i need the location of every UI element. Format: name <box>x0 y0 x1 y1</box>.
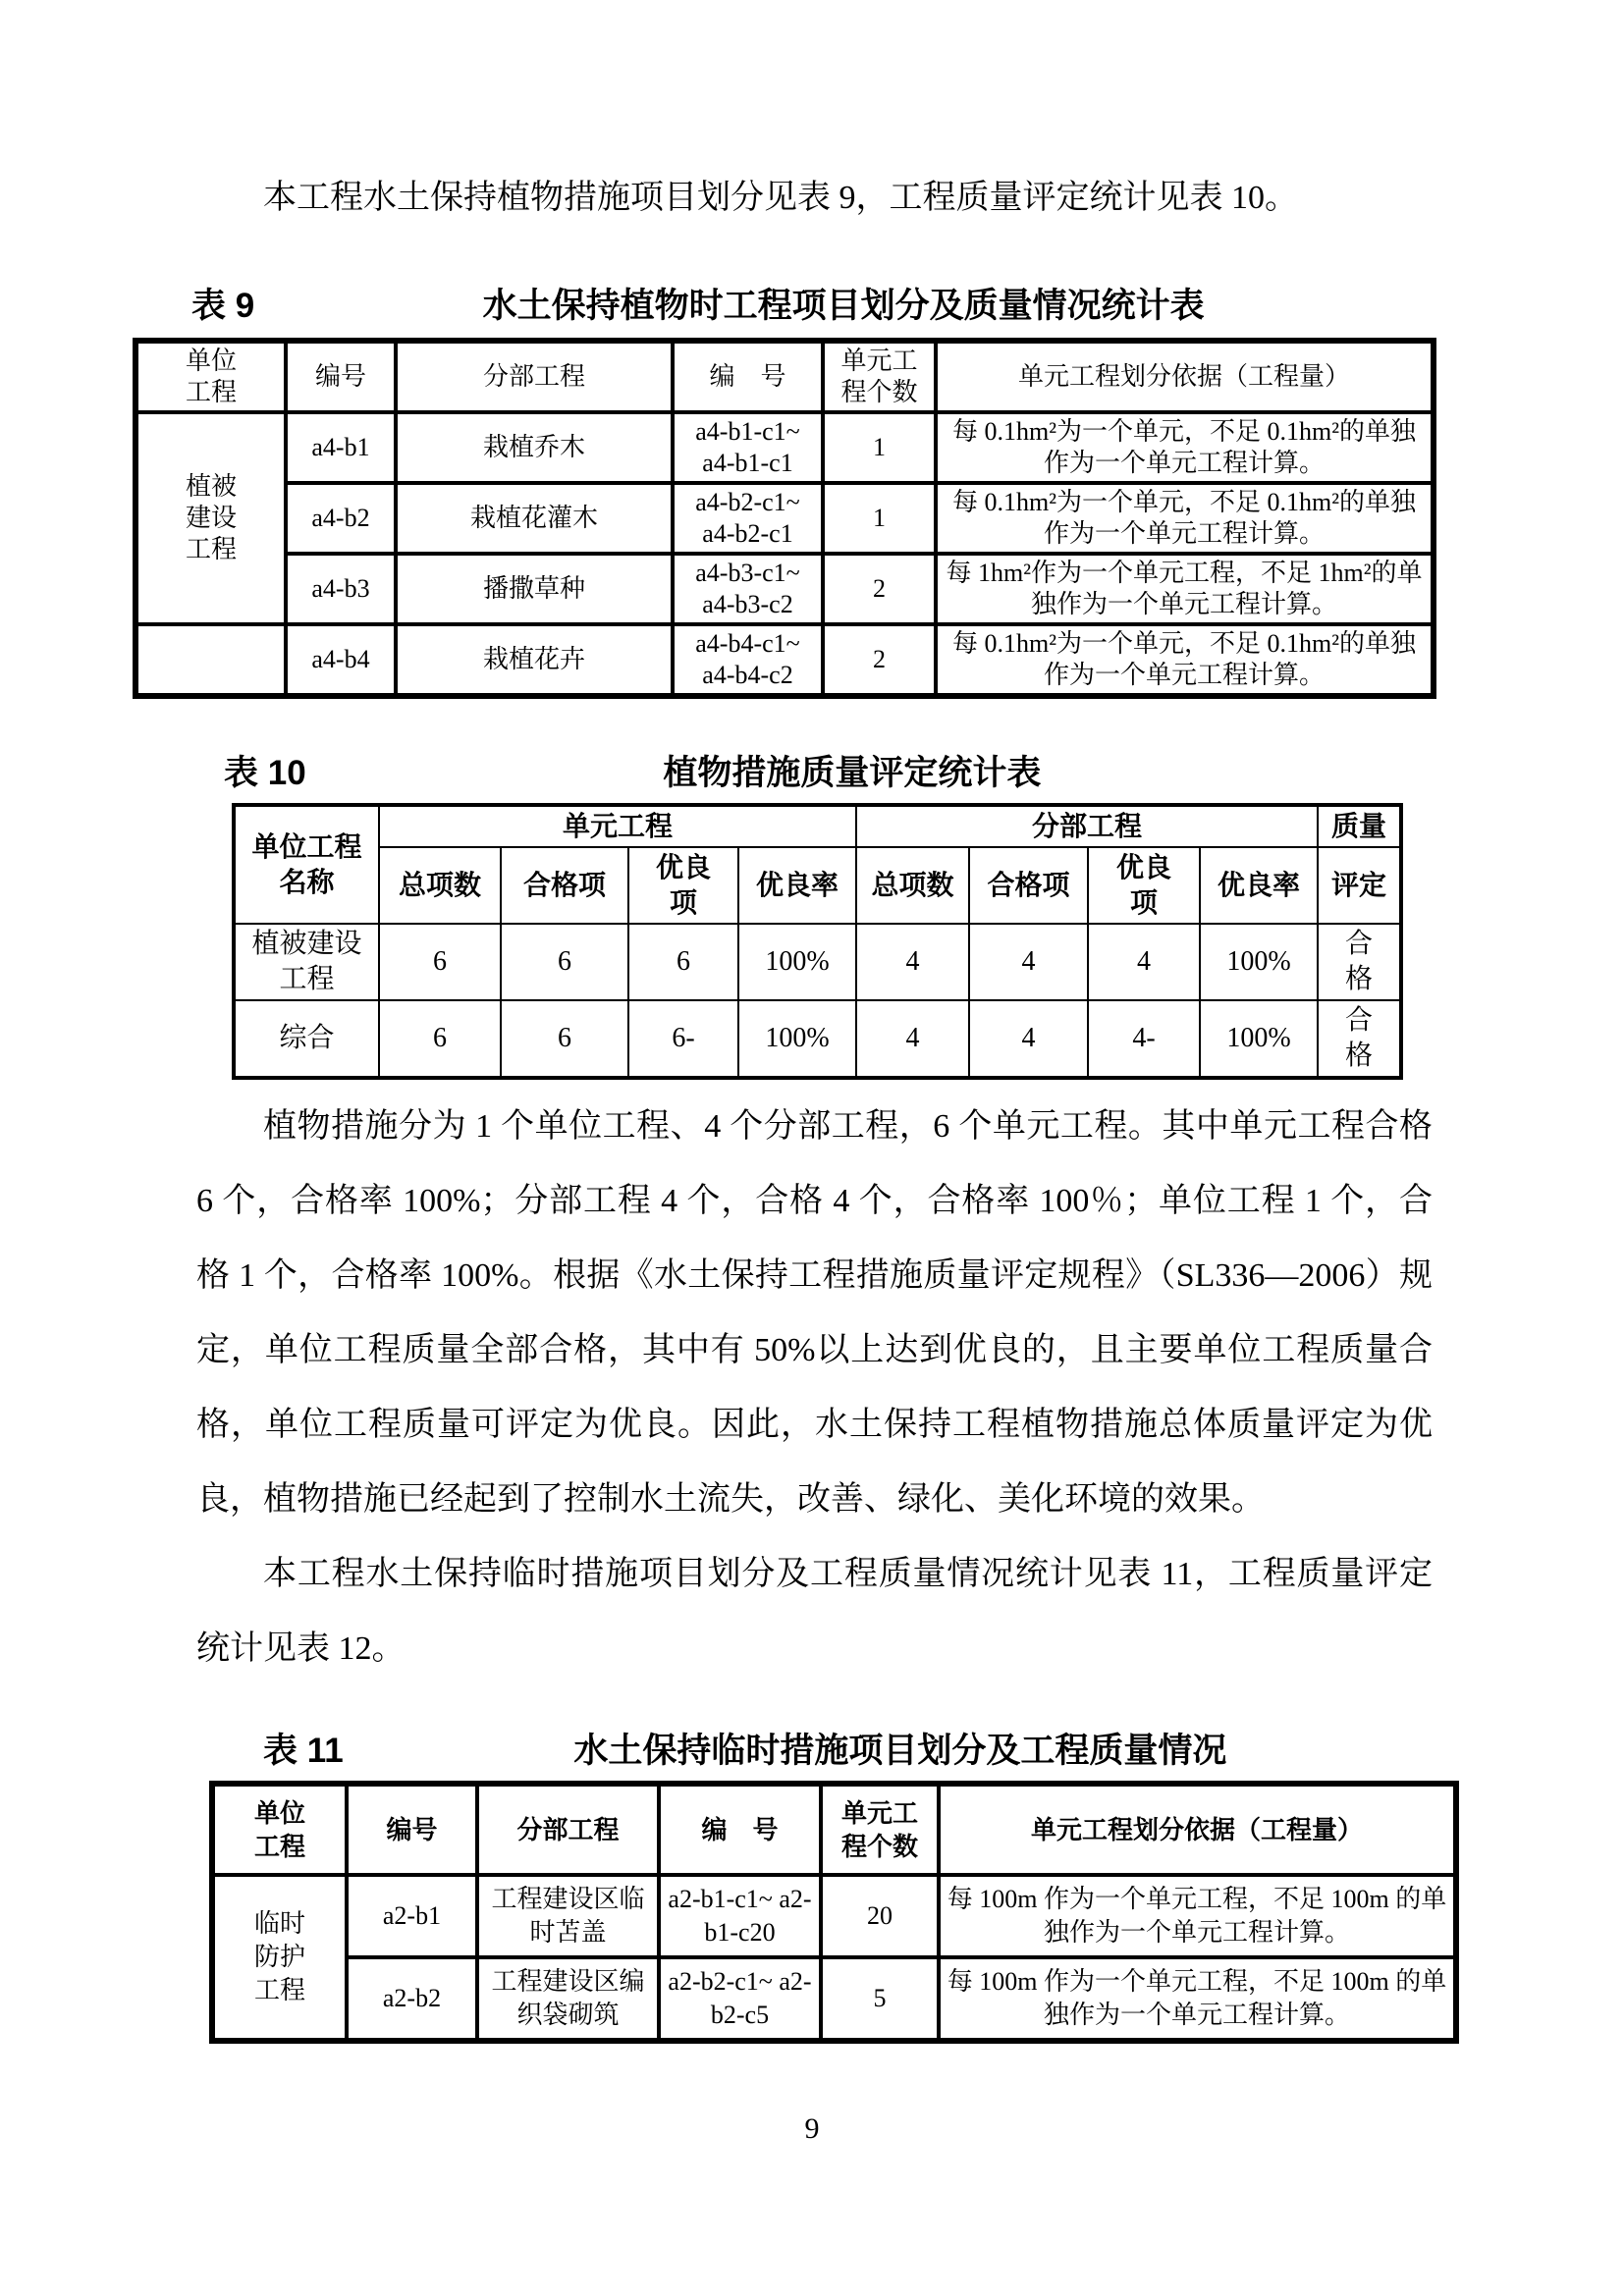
table11-r1-count: 20 <box>821 1875 939 1957</box>
table10-r1-division-rate: 100% <box>1200 924 1318 1000</box>
table10 <box>232 803 1403 1080</box>
table10-r1-name: 植被建设工程 <box>234 924 379 1000</box>
table9-header-code: 编号 <box>286 341 396 412</box>
table9-header-unit-code: 编 号 <box>673 341 823 412</box>
paragraph-intro-tables-11-12: 本工程水土保持临时措施项目划分及工程质量情况统计见表 11，工程质量评定统计见表 12。 <box>196 1556 1433 1667</box>
table9-r1-unit-codes: a4-b1-c1~ a4-b1-c1 <box>673 412 823 483</box>
table10-r1-quality: 合格 <box>1318 924 1401 1000</box>
table10-r2-unit-total: 6 <box>379 1000 501 1078</box>
table10-header-division-excellent: 优良项 <box>1088 847 1200 924</box>
table10-r2-division-rate: 100% <box>1200 1000 1318 1078</box>
table9-r1-division: 栽植乔木 <box>396 412 673 483</box>
table11 <box>209 1781 1459 2044</box>
table10-header-row-2 <box>234 847 1401 924</box>
table9-r4-count: 2 <box>823 624 936 696</box>
paragraph-intro-tables-9-10: 本工程水土保持植物措施项目划分见表 9，工程质量评定统计见表 10。 <box>263 180 1298 216</box>
table11-r2-division: 工程建设区编织袋砌筑 <box>477 1957 659 2041</box>
table10-r2-division-excellent: 4- <box>1088 1000 1200 1078</box>
table11-caption-title: 水土保持临时措施项目划分及工程质量情况 <box>573 1732 1227 1770</box>
table11-header-division: 分部工程 <box>477 1784 659 1875</box>
table10-caption-label: 表 10 <box>224 754 306 792</box>
table11-caption <box>263 1728 1457 1775</box>
table10-r1-unit-total: 6 <box>379 924 501 1000</box>
table9-r4-basis: 每 0.1hm²为一个单元，不足 0.1hm²的单独作为一个单元工程计算。 <box>936 624 1434 696</box>
table10-r1-division-total: 4 <box>856 924 969 1000</box>
table9-row-4 <box>135 624 1434 696</box>
table10-r1-unit-excellent: 6 <box>628 924 738 1000</box>
table9-r1-code: a4-b1 <box>286 412 396 483</box>
table10-r2-unit-excellent: 6- <box>628 1000 738 1078</box>
table10-caption <box>224 750 1398 797</box>
table11-unit-project-cell: 临时防护工程 <box>212 1875 347 2041</box>
table11-r1-code: a2-b1 <box>347 1875 477 1957</box>
table9-r3-code: a4-b3 <box>286 554 396 624</box>
table9-header-basis: 单元工程划分依据（工程量） <box>936 341 1434 412</box>
table11-row-1 <box>212 1875 1456 1957</box>
table9-row-3 <box>135 554 1434 624</box>
table9-r3-unit-codes: a4-b3-c1~ a4-b3-c2 <box>673 554 823 624</box>
table9-caption-title: 水土保持植物时工程项目划分及质量情况统计表 <box>482 287 1205 325</box>
table9-header-count: 单元工程个数 <box>823 341 936 412</box>
table10-r1-unit-rate: 100% <box>738 924 856 1000</box>
table9-r1-basis: 每 0.1hm²为一个单元，不足 0.1hm²的单独作为一个单元工程计算。 <box>936 412 1434 483</box>
table10-r2-unit-pass: 6 <box>501 1000 628 1078</box>
table9-row-1 <box>135 412 1434 483</box>
table11-r2-count: 5 <box>821 1957 939 2041</box>
table10-header-division-total: 总项数 <box>856 847 969 924</box>
table10-header-unit-rate: 优良率 <box>738 847 856 924</box>
table11-header-row <box>212 1784 1456 1875</box>
table11-r1-division: 工程建设区临时苫盖 <box>477 1875 659 1957</box>
table9-row-2 <box>135 483 1434 554</box>
table10-r2-quality: 合格 <box>1318 1000 1401 1078</box>
table10-row-2 <box>234 1000 1401 1078</box>
table11-r2-code: a2-b2 <box>347 1957 477 2041</box>
table9-r3-count: 2 <box>823 554 936 624</box>
table10-r1-division-pass: 4 <box>969 924 1088 1000</box>
page-number: 9 <box>804 2112 820 2145</box>
table9-header-row <box>135 341 1434 412</box>
table10-header-unit-group: 单元工程 <box>379 805 856 847</box>
table11-r1-unit-codes: a2-b1-c1~ a2-b1-c20 <box>659 1875 821 1957</box>
table10-header-division-rate: 优良率 <box>1200 847 1318 924</box>
table11-row-2 <box>212 1957 1456 2041</box>
table10-r2-name: 综合 <box>234 1000 379 1078</box>
table10-header-quality-bottom: 评定 <box>1318 847 1401 924</box>
table9-r4-empty-cell <box>135 624 286 696</box>
table11-header-basis: 单元工程划分依据（工程量） <box>939 1784 1456 1875</box>
table9 <box>133 338 1436 699</box>
table11-r2-unit-codes: a2-b2-c1~ a2-b2-c5 <box>659 1957 821 2041</box>
table9-r2-basis: 每 0.1hm²为一个单元，不足 0.1hm²的单独作为一个单元工程计算。 <box>936 483 1434 554</box>
table9-r3-division: 播撒草种 <box>396 554 673 624</box>
table9-r2-division: 栽植花灌木 <box>396 483 673 554</box>
table10-header-unit-excellent: 优良项 <box>628 847 738 924</box>
table9-r4-division: 栽植花卉 <box>396 624 673 696</box>
table10-r2-division-pass: 4 <box>969 1000 1088 1078</box>
table9-caption-label: 表 9 <box>191 287 255 325</box>
table9-header-unit-project: 单位工程 <box>135 341 286 412</box>
table9-r2-count: 1 <box>823 483 936 554</box>
table10-header-row-1 <box>234 805 1401 847</box>
table10-r2-division-total: 4 <box>856 1000 969 1078</box>
table10-header-division-group: 分部工程 <box>856 805 1318 847</box>
table10-header-unit-total: 总项数 <box>379 847 501 924</box>
table9-r4-code: a4-b4 <box>286 624 396 696</box>
paragraph-plant-measures-summary: 植物措施分为 1 个单位工程、4 个分部工程，6 个单元工程。其中单元工程合格 6 个，合格率 100%；分部工程 4 个，合格 4 个，合格率 100％；单位工程 1 个，合格 1 个，合格率 100%。根据《水土保持工程措施质量评定规程》（SL336—2006）规定，单位工程质量全部合格，其中有 50%以上达到优良的，且主要单位工程质量合格，单位工程质量可评定为优良。因此，水土保持工程植物措施总体质量评定为优良，植物措施已经起到了控制水土流失，改善、绿化、美化环境的效果。 <box>196 1108 1433 1518</box>
table11-caption-label: 表 11 <box>263 1732 344 1770</box>
table9-r2-code: a4-b2 <box>286 483 396 554</box>
table10-r1-division-excellent: 4 <box>1088 924 1200 1000</box>
table10-row-1 <box>234 924 1401 1000</box>
table10-caption-title: 植物措施质量评定统计表 <box>663 754 1042 792</box>
table10-r2-unit-rate: 100% <box>738 1000 856 1078</box>
table9-r3-basis: 每 1hm²作为一个单元工程，不足 1hm²的单独作为一个单元工程计算。 <box>936 554 1434 624</box>
table11-header-unit-code: 编 号 <box>659 1784 821 1875</box>
table10-r1-unit-pass: 6 <box>501 924 628 1000</box>
table9-caption <box>191 283 1433 330</box>
table11-r2-basis: 每 100m 作为一个单元工程，不足 100m 的单独作为一个单元工程计算。 <box>939 1957 1456 2041</box>
table9-unit-project-cell: 植被建设工程 <box>135 412 286 624</box>
table11-header-code: 编号 <box>347 1784 477 1875</box>
table10-header-name: 单位工程名称 <box>234 805 379 924</box>
table9-r2-unit-codes: a4-b2-c1~ a4-b2-c1 <box>673 483 823 554</box>
table9-r4-unit-codes: a4-b4-c1~ a4-b4-c2 <box>673 624 823 696</box>
table9-r1-count: 1 <box>823 412 936 483</box>
table11-header-count: 单元工程个数 <box>821 1784 939 1875</box>
table9-header-division: 分部工程 <box>396 341 673 412</box>
table10-header-division-pass: 合格项 <box>969 847 1088 924</box>
table10-header-unit-pass: 合格项 <box>501 847 628 924</box>
table10-header-quality-top: 质量 <box>1318 805 1401 847</box>
table11-header-unit-project: 单位工程 <box>212 1784 347 1875</box>
table11-r1-basis: 每 100m 作为一个单元工程，不足 100m 的单独作为一个单元工程计算。 <box>939 1875 1456 1957</box>
